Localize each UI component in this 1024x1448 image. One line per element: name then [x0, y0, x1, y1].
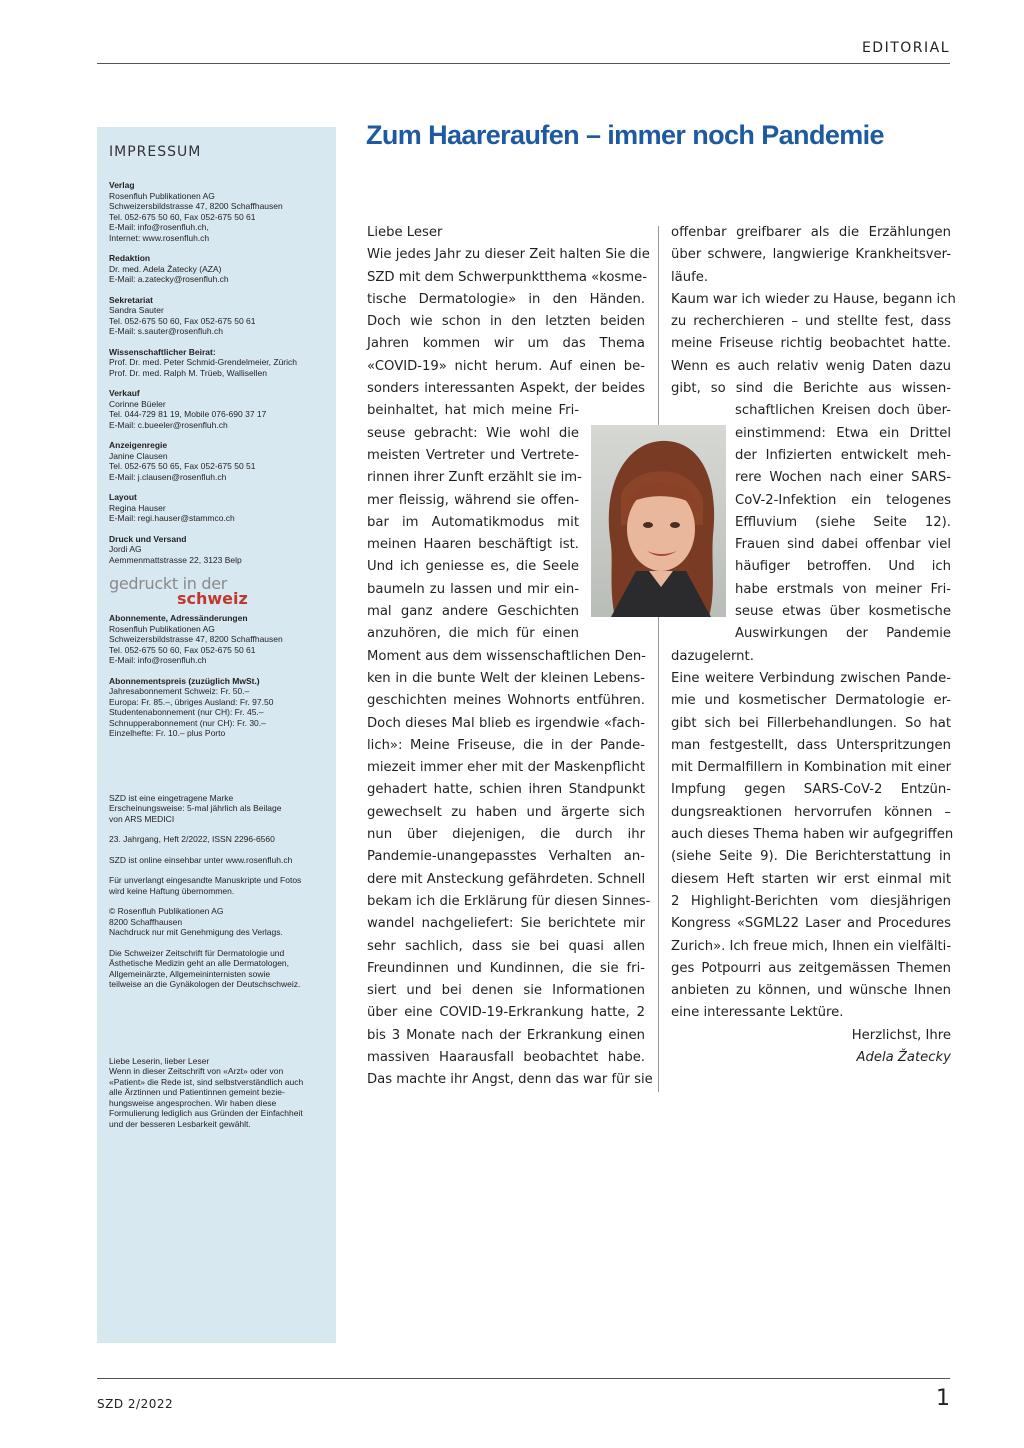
impressum-section-heading: Wissenschaftlicher Beirat:	[109, 346, 216, 357]
article-line: mit Dermalfillern in Kombination mit einer	[671, 760, 951, 776]
article-line: sonders interessanten Aspekt, der beides	[367, 381, 645, 397]
signature: Adela Žatecky	[856, 1049, 951, 1065]
article-line: der Infizierten entwickelt meh-	[735, 447, 951, 463]
impressum-line: Jahresabonnement Schweiz: Fr. 50.–	[109, 686, 250, 696]
article-title: Zum Haareraufen – immer noch Pandemie	[366, 120, 884, 150]
impressum-section-heading: Verlag	[109, 180, 135, 190]
article-line: Freundinnen und Kundinnen, die sie fri-	[367, 960, 645, 976]
article-line: wandel nachgeliefert: Sie berichtete mir	[367, 916, 645, 932]
article-line: rere Wochen nach einer SARS-	[735, 470, 951, 486]
article-line: diesem Heft starten wir erst einmal mit	[671, 871, 951, 887]
article-line: Jahren kommen wir um das Thema	[367, 336, 645, 352]
article-line: gehadert hatte, schien ihren Standpunkt	[367, 782, 645, 798]
article-line: Kaum war ich wieder zu Hause, begann ich	[671, 291, 956, 307]
impressum-note-line: SZD ist eine eingetragene Marke	[109, 792, 234, 803]
article-line: anzuhören, die mich für einen	[367, 626, 579, 642]
impressum-note-line: Für unverlangt eingesandte Manuskripte und Fotos	[109, 875, 302, 885]
article-line: meine Friseuse richtig beobachtet hatte.	[671, 336, 951, 352]
impressum-section-heading: Sekretariat	[109, 294, 153, 305]
article-column-2	[671, 222, 956, 1069]
article-line: mie und kosmetischer Dermatologie er-	[671, 693, 951, 709]
reader-note-line: alle Ärztinnen und Patientinnen gemeint bezie-	[109, 1087, 285, 1097]
article-line: seuse gebracht: Wie wohl die	[367, 425, 579, 441]
reader-note-line: Liebe Leserin, lieber Leser	[109, 1055, 210, 1066]
impressum-line: Rosenfluh Publikationen AG	[109, 623, 215, 634]
impressum-line: Aemmenmattstrasse 22, 3123 Belp	[109, 554, 242, 565]
impressum-section-heading: Druck und Versand	[109, 533, 187, 544]
impressum-line: Jordi AG	[109, 544, 142, 554]
article-line: rinnen ihrer Zunft erzählt sie im-	[367, 470, 582, 486]
impressum-line: Schweizersbildstrasse 47, 8200 Schaffhausen	[109, 201, 283, 211]
article-line: Wenn es auch relativ wenig Daten dazu	[671, 358, 951, 374]
impressum-section	[109, 388, 326, 430]
article-line: sehr sachlich, dass sie bei quasi allen	[367, 938, 645, 954]
article-line: nun über diejenigen, die durch ihr	[367, 827, 645, 843]
article-line: Eine weitere Verbindung zwischen Pande-	[671, 670, 951, 686]
article-line: gibt sich bei Fillerbehandlungen. So hat	[671, 715, 951, 731]
impressum-section-heading: Anzeigenregie	[109, 440, 168, 450]
impressum-line: Tel. 044-729 81 19, Mobile 076-690 37 17	[109, 409, 267, 419]
article-line: baumeln zu lassen und mir ein-	[367, 581, 579, 597]
reader-note-line: hungsweise angesprochen. Wir haben diese	[109, 1097, 277, 1108]
impressum-line: Regina Hauser	[109, 502, 166, 513]
article-line: Moment aus dem wissenschaftlichen Den-	[367, 648, 646, 664]
article-line: über eine COVID-19-Erkrankung hatte, 2	[367, 1005, 645, 1021]
article-line: «COVID-19» nicht herum. Auf einen be-	[367, 358, 645, 374]
impressum-note-line: SZD ist online einsehbar unter www.rosenfluh.ch	[109, 854, 293, 865]
impressum-line: Einzelhefte: Fr. 10.– plus Porto	[109, 728, 226, 738]
logo-text-part2: schweiz	[177, 589, 248, 608]
article-line: Frauen sind dabei offenbar viel	[735, 537, 951, 553]
article-line: auch dieses Thema haben wir aufgegriffen	[671, 827, 954, 843]
article-line: über schwere, langwierige Krankheitsver-	[671, 247, 951, 263]
impressum-note	[109, 948, 326, 990]
impressum-note	[109, 855, 326, 866]
impressum-line: E-Mail: info@rosenfluh.ch,	[109, 222, 209, 232]
article-line: bis 3 Monate nach der Erkrankung einen	[367, 1027, 645, 1043]
impressum-note-line: Die Schweizer Zeitschrift für Dermatologie und	[109, 947, 285, 958]
article-line: lich»: Meine Friseuse, die in der Pande-	[367, 737, 645, 753]
portrait-image	[591, 425, 726, 617]
impressum-note-line: 23. Jahrgang, Heft 2/2022, ISSN 2296-6560	[109, 834, 275, 844]
footer-rule	[97, 1378, 950, 1379]
reader-note-line: Formulierung lediglich aus Gründen der Einfachheit	[109, 1108, 303, 1118]
article-line: Zurich». Ich freue mich, Ihnen ein vielfälti-	[671, 938, 952, 954]
impressum-line: Prof. Dr. med. Ralph M. Trüeb, Wallisellen	[109, 367, 267, 378]
impressum-note-line: © Rosenfluh Publikationen AG	[109, 906, 224, 916]
article-line: mal ganz andere Geschichten	[367, 604, 579, 620]
impressum-note-line: 8200 Schaffhausen	[109, 916, 183, 927]
article-line: CoV-2-Infektion ein telogenes	[735, 492, 951, 508]
article-line: Wie jedes Jahr zu dieser Zeit halten Sie die	[367, 247, 650, 263]
page-number: 1	[936, 1386, 950, 1411]
impressum-sidebar	[97, 127, 336, 1343]
impressum-section-heading: Verkauf	[109, 388, 140, 398]
impressum-line: Tel. 052-675 50 60, Fax 052-675 50 61	[109, 315, 256, 326]
article-line: Und ich geniesse es, die Seele	[367, 559, 579, 575]
impressum-note	[109, 906, 326, 938]
header-rule	[97, 63, 950, 64]
article-line: Doch wie schon in den letzten beiden	[367, 314, 645, 330]
impressum-section	[109, 492, 326, 524]
article-line: offenbar greifbarer als die Erzählungen	[671, 225, 951, 240]
impressum-note-line: teilweise an die Gynäkologen der Deutschschweiz.	[109, 979, 301, 989]
article-line: schaftlichen Kreisen doch über-	[735, 403, 951, 419]
article-column-1	[367, 222, 653, 1092]
reader-note	[109, 1056, 326, 1130]
impressum-section-heading: Abonnemente, Adressänderungen	[109, 613, 248, 623]
article-line: tische Dermatologie» in den Händen.	[367, 291, 645, 307]
article-line: Effluvium (siehe Seite 12).	[735, 514, 951, 530]
impressum-notes	[109, 793, 326, 990]
article-line: häufiger betroffen. Und ich	[735, 559, 951, 575]
impressum-line: Schweizersbildstrasse 47, 8200 Schaffhausen	[109, 634, 283, 644]
article-line: geschichten meines Wohnorts entführen.	[367, 693, 645, 709]
impressum-line: Janine Clausen	[109, 450, 168, 461]
article-line: dere mit Ansteckung gefährdeten. Schnell	[367, 871, 646, 887]
article-line: Auswirkungen der Pandemie	[735, 626, 951, 642]
impressum-line: Tel. 052-675 50 60, Fax 052-675 50 61	[109, 211, 256, 222]
article-line: 2 Highlight-Berichten vom diesjährigen	[671, 893, 951, 909]
article-line: gibt, so sind die Berichte aus wissen-	[671, 381, 951, 397]
section-label: EDITORIAL	[861, 40, 950, 56]
reader-note-line: Wenn in dieser Zeitschrift von «Arzt» oder von	[109, 1066, 284, 1076]
article-line: gewechselt zu haben und ärgerte sich	[367, 804, 645, 820]
impressum-note-line: Erscheinungsweise: 5-mal jährlich als Beilage	[109, 803, 282, 813]
impressum-section	[109, 534, 326, 566]
impressum-line: E-Mail: j.clausen@rosenfluh.ch	[109, 471, 227, 482]
article-line: dazugelernt.	[671, 648, 754, 664]
impressum-line: E-Mail: a.zatecky@rosenfluh.ch	[109, 274, 229, 284]
impressum-note	[109, 834, 326, 845]
impressum-sections	[109, 180, 326, 565]
impressum-note-line: Allgemeinärzte, Allgemeininternisten sowie	[109, 968, 271, 979]
article-line: mer fleissig, während sie offen-	[367, 492, 579, 508]
article-line: meinen Haaren beschäftigt ist.	[367, 537, 579, 553]
impressum-line: Corinne Büeler	[109, 398, 166, 409]
article-line: siert und bei denen sie Informationen	[367, 983, 645, 999]
article-line: dungsreaktionen hervorrufen können –	[671, 804, 951, 820]
reader-note-line: «Patient» die Rede ist, sind selbstverständlich auch	[109, 1076, 304, 1087]
issue-label: SZD 2/2022	[97, 1397, 174, 1411]
article-line: seuse etwas über kosmetische	[735, 604, 951, 620]
gedruckt-in-der-schweiz-logo	[109, 574, 326, 608]
impressum-line: Rosenfluh Publikationen AG	[109, 190, 215, 201]
impressum-title: IMPRESSUM	[109, 144, 202, 160]
article-line: Pandemie-unangepasstes Verhalten an-	[367, 849, 645, 865]
impressum-line: E-Mail: regi.hauser@stammco.ch	[109, 513, 235, 523]
impressum-section	[109, 613, 326, 666]
impressum-section-heading: Layout	[109, 492, 137, 502]
impressum-section	[109, 440, 326, 482]
impressum-line: Tel. 052-675 50 60, Fax 052-675 50 61	[109, 644, 256, 655]
impressum-note-line: Ästhetische Medizin geht an alle Dermatologen,	[109, 958, 290, 968]
article-line: einstimmend: Etwa ein Drittel	[735, 425, 951, 441]
reader-note-line: und der besseren Lesbarkeit gewählt.	[109, 1118, 251, 1129]
article-line: eine interessante Lektüre.	[671, 1005, 844, 1021]
article-line: läufe.	[671, 269, 709, 285]
impressum-line: Europa: Fr. 85.–, übriges Ausland: Fr. 97.50	[109, 696, 274, 707]
logo-text-part1: gedruckt in der	[109, 574, 228, 593]
impressum-line: E-Mail: info@rosenfluh.ch	[109, 655, 207, 665]
impressum-note	[109, 793, 326, 825]
column-divider	[658, 226, 659, 1092]
impressum-line: Internet: www.rosenfluh.ch	[109, 232, 210, 243]
impressum-sections-subscriptions	[109, 613, 326, 739]
article-line: bar im Automatikmodus mit	[367, 514, 579, 530]
impressum-line: Tel. 052-675 50 65, Fax 052-675 50 51	[109, 461, 256, 471]
impressum-line: Sandra Sauter	[109, 305, 164, 315]
impressum-section	[109, 295, 326, 337]
article-line: massiven Haarausfall beobachtet habe.	[367, 1049, 645, 1065]
impressum-section	[109, 180, 326, 243]
article-line: anbieten zu können, und wünsche Ihnen	[671, 983, 951, 999]
article-line: Das machte ihr Angst, denn das war für sie	[367, 1072, 653, 1088]
impressum-section-heading: Abonnementspreis (zuzüglich MwSt.)	[109, 675, 260, 686]
article-line: bekam ich die Erklärung für diesen Sinnes-	[367, 893, 651, 909]
article-line: Doch dieses Mal blieb es irgendwie «fach-	[367, 715, 645, 731]
impressum-section	[109, 253, 326, 285]
impressum-note-line: wird keine Haftung übernommen.	[109, 885, 235, 896]
article-line: Kongress «SGML22 Laser and Procedures	[671, 916, 951, 932]
impressum-line: Prof. Dr. med. Peter Schmid-Grendelmeier, Zürich	[109, 357, 298, 367]
article-line: ken in die bunte Welt der kleinen Lebens-	[367, 670, 645, 686]
article-line: Liebe Leser	[367, 225, 443, 240]
article-line: habe erstmals von meiner Fri-	[735, 581, 951, 597]
impressum-line: Dr. med. Adela Žatecky (AZA)	[109, 263, 222, 274]
impressum-line: Studentenabonnement (nur CH): Fr. 45.–	[109, 707, 264, 717]
article-line: ges Potpourri aus zeitgemässen Themen	[671, 960, 951, 976]
impressum-line: Schnupperabonnement (nur CH): Fr. 30.–	[109, 717, 266, 728]
impressum-line: E-Mail: s.sauter@rosenfluh.ch	[109, 326, 223, 336]
author-photo	[591, 425, 726, 617]
article-line: SZD mit dem Schwerpunktthema «kosme-	[367, 269, 647, 285]
article-line: Impfung gegen SARS-CoV-2 Entzün-	[671, 782, 951, 798]
impressum-section	[109, 347, 326, 379]
article-line: man festgestellt, dass Unterspritzungen	[671, 737, 951, 753]
closing-line: Herzlichst, Ihre	[851, 1027, 951, 1043]
impressum-note	[109, 875, 326, 896]
article-line: zu recherchieren – und stellte fest, dass	[671, 314, 951, 330]
impressum-note-line: Nachdruck nur mit Genehmigung des Verlags.	[109, 927, 283, 937]
article-line: (siehe Seite 9). Die Berichterstattung in	[671, 849, 951, 865]
article-line: beinhaltet, hat mich meine Fri-	[367, 403, 579, 419]
article-line: miezeit immer eher mit der Maskenpflicht	[367, 760, 645, 776]
impressum-note-line: von ARS MEDICI	[109, 813, 175, 824]
impressum-section	[109, 676, 326, 739]
article-line: meisten Vertreter und Vertrete-	[367, 447, 579, 463]
impressum-section-heading: Redaktion	[109, 253, 151, 263]
impressum-line: E-Mail: c.bueeler@rosenfluh.ch	[109, 419, 228, 430]
